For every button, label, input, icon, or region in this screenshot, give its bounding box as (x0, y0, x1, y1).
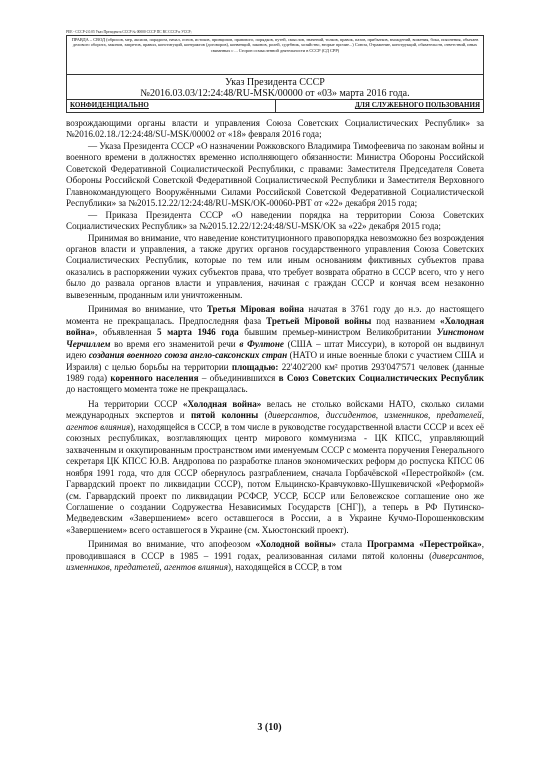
page-number: 3 (10) (257, 722, 282, 733)
paragraph-cold-war: На территории СССР «Холодная война» велась не столько войсками НАТО, сколько силами международных экспертов и пятой колонны (диверсантов, диссидентов, изменников, предателей, агентов влияния), находящейся в СССР, в том числе в руководстве государственной власти СССР и всех её союзных республиках, возглавляющих центр мирового коммунизма - ЦК КПСС, управляющий захваченным и оккупированным пространством ими именуемым СССР с момента поручения Генерального секретаря ЦК КПСС Ю.В. Андропова по разработке планов экономических реформ до роспуска КПСС 06 ноября 1991 года, что для СССР обернулось разграблением, сначала Горбачёвской «Перестройкой» (см. Гарвардский проект по ликвидации СССР), потом Ельцинско-Кравчуковко-Шушкевичской «Реформой» (см. Гарвардский проект по ликвидации РСФСР, УССР, БССР или Беловежское соглашение оно же Соглашение о создании Содружества Независимых Государств [СНГ]), а теперь в РФ Путинско-Медведевским «Завершением» всего оставшегося в России, а в Украине Кучмо-Порошенковским «Завершением» всего оставшегося в Украине (см. Хьюстонский проект). (66, 398, 484, 535)
document-body (66, 118, 484, 574)
confidential-label: КОНФИДЕНЦИАЛЬНО (67, 100, 276, 112)
paragraph-decree-reference: — Указа Президента СССР «О назначении Рожковского Владимира Тимофеевича по законам войны и военного времени в должностях временно исполняющего обязанности: Министра Обороны Российской Советской Федеративной Социалистической Республики, с правами: Заместителя Председателя Совета Обороны Российской Советской Федеративной Социалистической Республики и Заместителя Верховного Главнокомандующего Вооружёнными Силами Российской Советской Федеративной Социалистической Республики» за №2015.12.22/12:24:48/RU-MSK/OK-00060-РВТ от «22» декабря 2015 года; (66, 140, 484, 209)
paragraph-constitutional-order: Принимая во внимание, что наведение конституционного правопорядка невозможно без возрождения органов власти и управления, а также других органов государственного управления Союза Советских Социалистических Республик, которые по тем или иным основаниям фиктивных субъектов права оказались в распоряжении чужих субъектов права, что требует возврата обратно в СССР всего, что у него было до развала органов власти и управления, начиная с граждан СССР и кончая всем незаконно вывезенным, проданным или уничтоженным. (66, 232, 484, 300)
paragraph-order-reference: — Приказа Президента СССР «О наведении порядка на территории Союза Советских Социалистических Республик» за №2015.12.22/12:24:48/SU-MSK/OK за «22» декабря 2015 года; (66, 209, 484, 232)
paragraph-world-war: Принимая во внимание, что Третья Мiровая война начатая в 3761 году до н.э. до настоящего момента не прекращалась. Предпоследняя фаза Третьей Мiровой войны под названием «Холодная война», объявленная 5 марта 1946 года бывшим премьер-министром Великобритании Уинстоном Черчиллем во время его знаменитой речи в Фултоне (США – штат Миссури), в которой он выдвинул идею создания военного союза англо-саксонских стран (НАТО и иные военные блоки с участием США и Израиля) с целью борьбы на территории площадью: 22'402'200 км² против 293'047'571 человек (данные 1989 года) коренного населения – объединившихся в Союз Советских Социалистических Республик до настоящего момента тоже не прекращалась. (66, 304, 485, 395)
paragraph-continuation: возрождающими органы власти и управления Союза Советских Социалистических Республик» за №2016.02.18./12:24:48/SU-MSK/00002 от «18» февраля 2016 года; (66, 118, 484, 140)
paragraph-perestroika: Принимая во внимание, что апофеозом «Холодной войны» стала Программа «Перестройка», проводившаяся в СССР в 1985 – 1991 годах, реализованная силами пятой колонны (диверсантов, изменников, предателей, агентов влияния), находящейся в СССР, в том (66, 539, 484, 573)
decree-number: №2016.03.03/12:24:48/RU-MSK/00000 от «03» марта 2016 года. (140, 88, 410, 99)
classification-bar (67, 99, 483, 112)
decree-title: Указ Президента СССР (225, 77, 325, 88)
document-header (66, 35, 484, 113)
official-use-label: ДЛЯ СЛУЖЕБНОГО ПОЛЬЗОВАНИЯ (354, 101, 480, 109)
document-code-line: РЕЕ - СССР-2.0.05 Указ Президента СССР № 00000 СССР ПС ВС СССР и УССР; (66, 30, 192, 34)
pravda-definition: ПРАВДА – СВОД (обрисов, мер, аксиом, парадигм, начал, основ, истоков, принципов, правового, порядков, путей, смыслов, значений, толков, правок, пазов, прибытков, вхождений, вожения, бока, пояснения, обычаев делового оборота, законов, запретов, правил, конституций, контрактов (договоров), конвенций, законов, ролей, судебник, хозяйство, вторые прочие...) Союза, Отражение, конструкций, обязательств, ответствий, иных связанных с ... Сторон осмысленной деятельности в СССР (СД СРР) (67, 36, 483, 75)
